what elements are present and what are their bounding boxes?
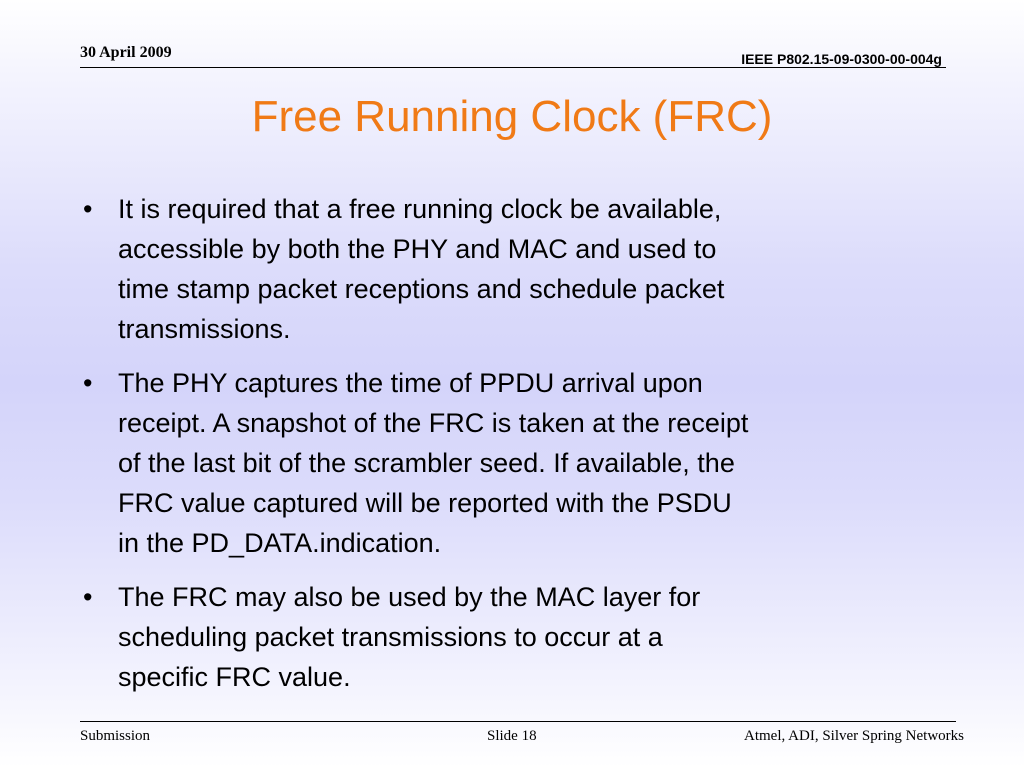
bullet-text-line: in the PD_DATA.indication. [118, 528, 442, 558]
bullet-text-line: receipt. A snapshot of the FRC is taken at the receipt [118, 408, 749, 438]
header-document-id: IEEE P802.15-09-0300-00-004g [741, 51, 942, 67]
footer-slide-number: Slide 18 [487, 728, 537, 744]
footer-submission: Submission [80, 728, 151, 744]
bullet-item [80, 363, 960, 563]
bullet-dot-icon: • [83, 194, 93, 224]
bullet-text-line: transmissions. [118, 314, 291, 344]
bullet-text-line: The FRC may also be used by the MAC layer for [118, 582, 701, 612]
bullet-text-line: specific FRC value. [118, 662, 351, 692]
bullet-dot-icon: • [83, 368, 93, 398]
bullet-text-line: The PHY captures the time of PPDU arrival upon [118, 368, 703, 398]
slide-title: Free Running Clock (FRC) [251, 92, 773, 141]
bullet-text-line: FRC value captured will be reported with the PSDU [118, 488, 732, 518]
footer-divider [80, 721, 956, 722]
bullet-text-line: accessible by both the PHY and MAC and used to [118, 234, 717, 264]
bullet-text-line: scheduling packet transmissions to occur at a [118, 622, 663, 652]
bullet-item [80, 189, 960, 349]
bullet-text-line: of the last bit of the scrambler seed. If available, the [118, 448, 735, 478]
bullet-text-line: time stamp packet receptions and schedule packet [118, 274, 725, 304]
footer-authors: Atmel, ADI, Silver Spring Networks [744, 728, 964, 744]
bullet-item [80, 577, 960, 697]
header-date: 30 April 2009 [80, 44, 172, 61]
bullet-text-line: It is required that a free running clock be available, [118, 194, 722, 224]
bullet-list [80, 189, 960, 711]
bullet-dot-icon: • [83, 582, 93, 612]
header-divider [80, 67, 946, 68]
